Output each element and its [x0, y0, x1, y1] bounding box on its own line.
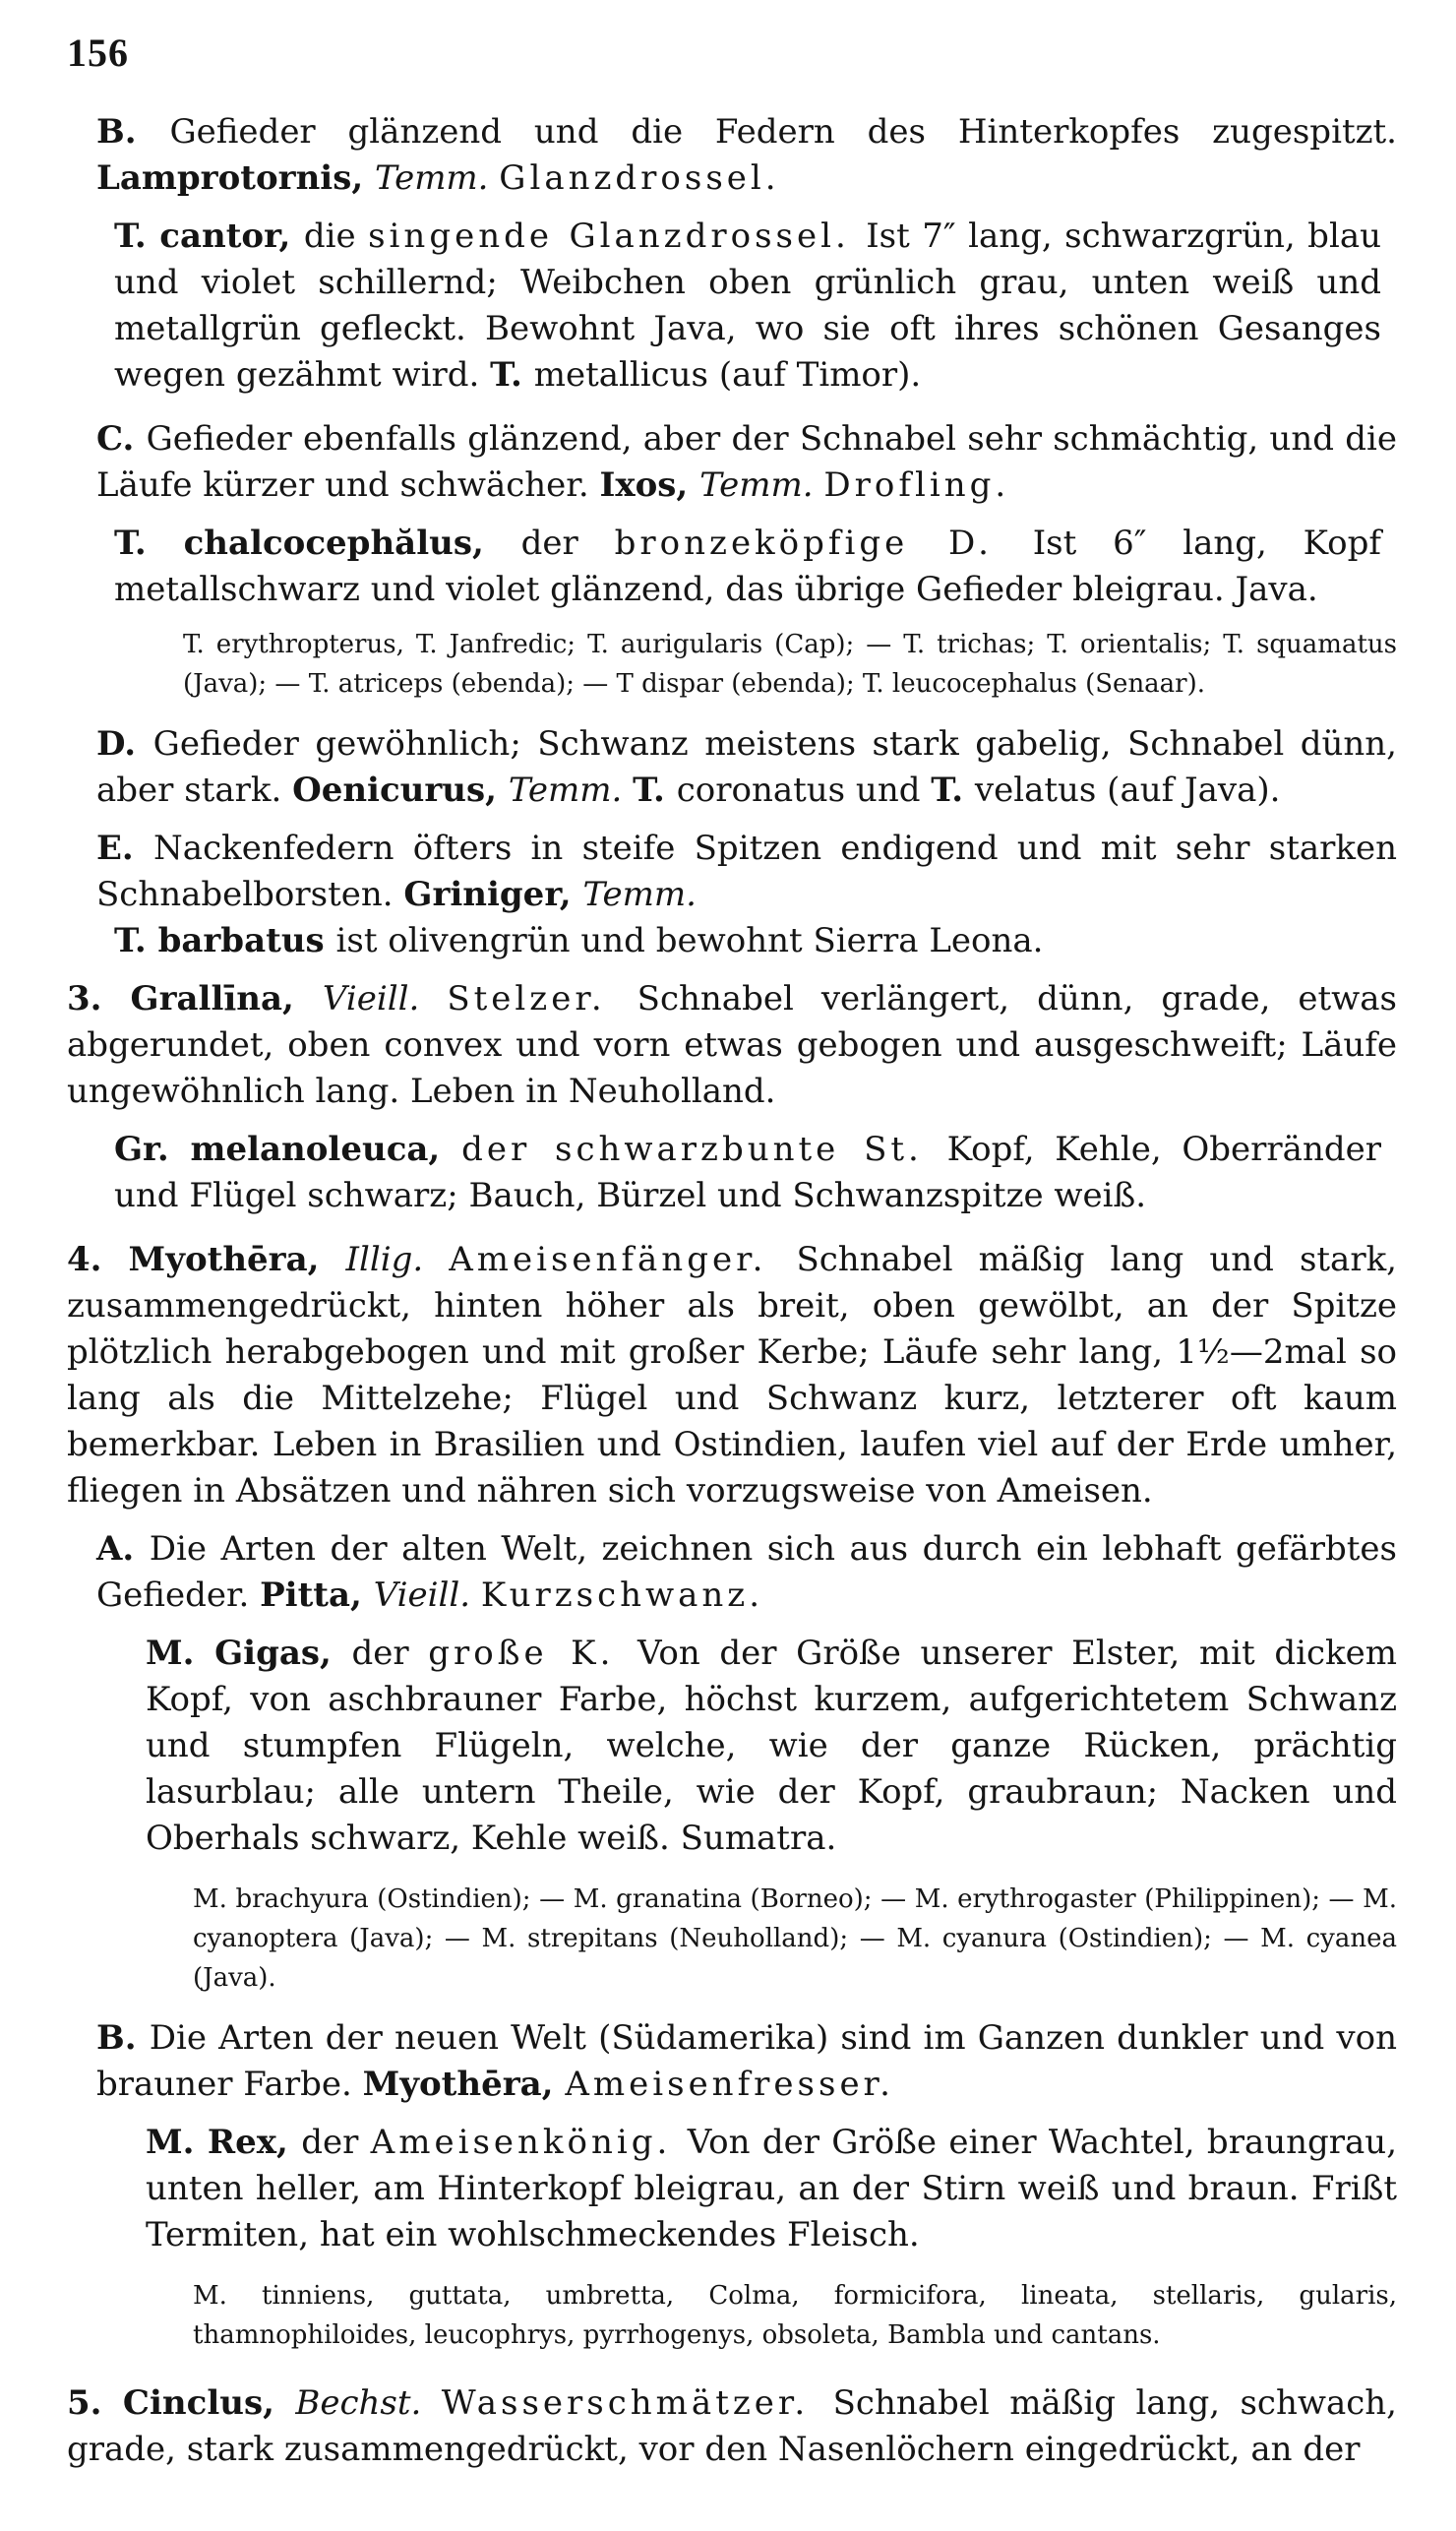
text-run: Gefieder gewöhnlich; Schwanz meistens stark gabelig, Schnabel dünn, aber stark.: [96, 724, 1397, 810]
text-run: Pitta,: [260, 1575, 374, 1615]
text-run: Von der Größe einer Wachtel, braungrau, unten heller, am Hinterkopf bleigrau, an der Stirn weiß und braun. Frißt Termiten, hat ein wohlschmeckendes Fleisch.: [146, 2123, 1398, 2254]
section-b-myothera: [67, 2015, 1397, 2108]
section-d-oenicurus: [67, 721, 1397, 814]
species-m-rex: [67, 2120, 1397, 2258]
text-run: Ist 6″ lang, Kopf metallschwarz und violet glänzend, das übrige Gefieder bleigrau. Java.: [114, 524, 1381, 609]
text-run: A.: [96, 1529, 150, 1569]
text-run: T.: [633, 771, 677, 810]
species-list-myothera: [67, 2276, 1397, 2355]
text-run: T. barbatus: [114, 921, 336, 960]
text-run: C.: [96, 419, 147, 459]
text-run: Temm.: [699, 465, 824, 505]
species-list-pitta: [67, 1880, 1397, 1998]
text-run: T.: [490, 355, 534, 395]
text-run: Temm.: [375, 158, 500, 198]
text-run: große K.: [428, 1634, 637, 1673]
text-run: 3. Grallīna,: [67, 979, 323, 1019]
text-run: bronzeköpfige D.: [614, 524, 1033, 563]
text-run: M. tinniens, guttata, umbretta, Colma, formicifora, lineata, stellaris, gularis, thamnophiloides, leucophrys, pyrrhogenys, obsoleta, Bambla und cantans.: [193, 2281, 1397, 2350]
text-run: Die Arten der neuen Welt (Südamerika) sind im Ganzen dunkler und von brauner Farbe.: [96, 2018, 1397, 2104]
text-run: M. Rex,: [146, 2123, 302, 2162]
text-run: B.: [96, 112, 170, 152]
text-run: Kopf, Kehle, Oberränder und Flügel schwarz; Bauch, Bürzel und Schwanzspitze weiß.: [114, 1130, 1381, 1215]
text-run: Drofling.: [823, 465, 1010, 505]
text-run: Myothēra,: [362, 2065, 566, 2104]
text-run: T. cantor,: [114, 216, 304, 256]
genus-5-cinclus: [67, 2380, 1397, 2473]
text-run: D.: [96, 724, 153, 764]
text-run: Wasserschmätzer.: [441, 2383, 833, 2423]
text-run: der: [351, 1634, 429, 1673]
text-run: Schnabel mäßig lang, schwach, grade, stark zusammengedrückt, vor den Nasenlöchern eingedrückt, an der: [67, 2383, 1397, 2469]
text-run: Stelzer.: [447, 979, 637, 1019]
text-run: Schnabel mäßig lang und stark, zusammengedrückt, hinten höher als breit, oben gewölbt, an der Spitze plötzlich herabgebogen und mit großer Kerbe; Läufe sehr lang, 1½—2mal so lang als die Mittelzehe; Flügel und Schwanz kurz, letzterer oft kaum bemerkbar. Leben in Brasilien und Ostindien, laufen viel auf der Erde umher, fliegen in Absätzen und nähren sich vorzugsweise von Ameisen.: [67, 1240, 1397, 1511]
text-run: Temm.: [508, 771, 634, 810]
text-run: Bechst.: [295, 2383, 442, 2423]
section-a-pitta: [67, 1526, 1397, 1619]
text-run: Gefieder glänzend und die Federn des Hinterkopfes zugespitzt.: [169, 112, 1397, 152]
text-run: 5. Cinclus,: [67, 2383, 296, 2423]
text-run: Von der Größe unserer Elster, mit dickem Kopf, von aschbrauner Farbe, höchst kurzem, aufgerichtetem Schwanz und stumpfen Flügeln, welche, wie der ganze Rücken, prächtig lasurblau; alle untern Theile, wie der Kopf, graubraun; Nacken und Oberhals schwarz, Kehle weiß. Sumatra.: [146, 1634, 1397, 1858]
text-run: Ist 7″ lang, schwarzgrün, blau und violet schillernd; Weibchen oben grünlich grau, unten weiß und metallgrün gefleckt. Bewohnt Java, wo sie oft ihres schönen Gesanges wegen gezähmt wird.: [114, 216, 1381, 395]
text-run: Gr. melanoleuca,: [114, 1130, 462, 1169]
text-run: 4. Myothēra,: [67, 1240, 346, 1279]
text-run: Oenicurus,: [292, 771, 509, 810]
text-run: ist olivengrün und bewohnt Sierra Leona.: [335, 921, 1044, 960]
species-t-barbatus: [67, 918, 1397, 964]
text-run: Illig.: [345, 1240, 450, 1279]
text-run: B.: [96, 2018, 150, 2058]
text-run: Schnabel verlängert, dünn, grade, etwas abgerundet, oben convex und vorn etwas gebogen und ausgeschweift; Läufe ungewöhnlich lang. Leben in Neuholland.: [67, 979, 1397, 1111]
text-run: Lamprotornis,: [96, 158, 376, 198]
section-c-ixos: [67, 416, 1397, 509]
genus-4-myothera: [67, 1237, 1397, 1514]
text-run: Vieill.: [322, 979, 448, 1019]
text-run: Gefieder ebenfalls glänzend, aber der Schnabel sehr schmächtig, und die Läufe kürzer und schwächer.: [96, 419, 1397, 505]
section-b-lamprotornis: [67, 109, 1397, 202]
text-run: Ameisenfänger.: [449, 1240, 797, 1279]
text-run: T. erythropterus, T. Janfredic; T. aurigularis (Cap); — T. trichas; T. orientalis; T. squamatus (Java); — T. atriceps (ebenda); — T dispar (ebenda); T. leucocephalus (Senaar).: [183, 630, 1397, 699]
section-e-griniger: [67, 826, 1397, 918]
text-run: Griniger,: [403, 875, 583, 914]
text-run: T. chalcocephălus,: [114, 524, 521, 563]
text-run: M. Gigas,: [146, 1634, 352, 1673]
species-t-chalcocephalus: [67, 521, 1397, 613]
text-run: velatus (auf Java).: [974, 771, 1281, 810]
text-run: M. brachyura (Ostindien); — M. granatina (Borneo); — M. erythrogaster (Philippinen); — M. cyanoptera (Java); — M. strepitans (Neuholland); — M. cyanura (Ostindien); — M. cyanea (Java).: [193, 1884, 1397, 1993]
species-list-ixos: [67, 625, 1397, 704]
text-run: die: [303, 216, 369, 256]
species-t-cantor: [67, 214, 1397, 399]
text-run: Ameisenkönig.: [370, 2123, 688, 2162]
text-run: T.: [931, 771, 975, 810]
page-number: 156: [67, 31, 129, 75]
text-run: der: [520, 524, 615, 563]
text-run: Temm.: [582, 875, 697, 914]
text-run: Ameisenfresser.: [565, 2065, 894, 2104]
text-run: singende Glanzdrossel.: [368, 216, 867, 256]
text-run: metallicus (auf Timor).: [533, 355, 922, 395]
text-run: coronatus und: [676, 771, 932, 810]
text-run: Kurzschwanz.: [480, 1575, 764, 1615]
text-run: Nackenfedern öfters in steife Spitzen endigend und mit sehr starken Schnabelborsten.: [96, 829, 1397, 914]
text-run: der: [301, 2123, 371, 2162]
text-run: Ixos,: [599, 465, 700, 505]
text-run: E.: [96, 829, 154, 868]
species-m-gigas: [67, 1631, 1397, 1862]
genus-3-grallina: [67, 976, 1397, 1115]
text-run: Glanzdrossel.: [499, 158, 780, 198]
text-run: Die Arten der alten Welt, zeichnen sich aus durch ein lebhaft gefärbtes Gefieder.: [96, 1529, 1397, 1615]
text-run: Vieill.: [373, 1575, 481, 1615]
text-run: der schwarzbunte St.: [461, 1130, 947, 1169]
species-gr-melanoleuca: [67, 1127, 1397, 1219]
